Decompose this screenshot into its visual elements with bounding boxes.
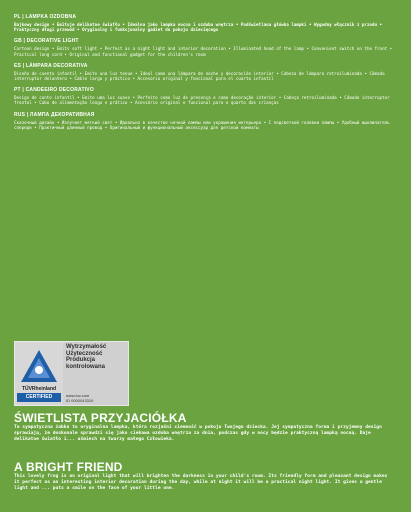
- section-gb: [14, 38, 399, 56]
- section-heading: RUS | ЛАМПА ДЕКОРАТИВНАЯ: [14, 111, 95, 118]
- cert-title-line: Użyteczność: [66, 350, 103, 357]
- section-heading: PT | CANDEEIRO DECORATIVO: [14, 87, 94, 94]
- cert-id: ID 0000043310: [66, 398, 94, 403]
- section-text: Сказочный дизайн • Излучает мягкий свет • Идеально в качестве ночной лампы или украшения интерьера • С подсветкой головки лампы • Удобный выключатель спереди • Практичный длинный провод • Оригинальный и функциональный аксессуар для детской комнаты: [14, 119, 393, 130]
- cert-site: www.tuv.com: [66, 393, 90, 398]
- section-text: Design de conto infantil • Emite uma luz suave • Perfeito como luz de presença e como decoração interior • Cabeça retroiluminada • Cómodo interruptor frontal • Cabo de alimentação longo e prático • Acessório original e funcional para o quarto das crianças: [14, 95, 393, 106]
- section-heading: GB | DECORATIVE LIGHT: [14, 38, 79, 45]
- cert-info-panel: [63, 342, 128, 405]
- section-rus: [14, 112, 399, 130]
- section-heading: ES | LÁMPARA DECORATIVA: [14, 62, 88, 69]
- feature-text-en: This lovely frog is an original light that will brighten the darkness in your child's room. Its friendly form and pleasant design makes it perfect as an interesting interior decoration during the day, while at night it will be a practical night light. It gives a gentle light and ... puts a smile on the face of your little one.: [14, 474, 388, 491]
- feature-title-pl: ŚWIETLISTA PRZYJACIÓŁKA: [14, 411, 187, 425]
- certification-badge: [14, 341, 129, 406]
- section-text: Cartoon design • Emits soft light • Perfect as a night light and interior decoration • Illuminated head of the lamp • Convenient switch on the front • Practical long cord • Original and functional gadget for the children's room: [14, 46, 395, 57]
- cert-meta: [66, 393, 93, 403]
- feature-text-pl: Ta sympatyczna żabka to oryginalna lampka, która rozjaśni ciemność w pokoju Twojego dziecka. Jej sympatyczna forma i przyjemny design sprawiają, że doskonale sprawdzi się jako ciekawa ozdoba wnętrza za dnia, podczas gdy w nocy będzie praktyczną lampką nocną. Daje delikatne światło i... uśmiech na twarzy małego Człowieka.: [14, 425, 382, 442]
- cert-title-line: Produkcja: [66, 357, 96, 363]
- section-text: Bajkowy design • Emituje delikatne światło • Idealna jako lampka nocna i ozdoba wnętrza • Podświetlana główka lampki • Wygodny włącznik z przodu • Praktyczny długi przewód • Oryginalny i funkcjonalny gadżet do pokoju dziecięcego: [14, 22, 385, 33]
- tuv-triangle-icon: [19, 348, 59, 384]
- product-text-area: [14, 14, 399, 136]
- section-pt: [14, 87, 399, 105]
- cert-title-line: Wytrzymałość: [66, 344, 107, 350]
- cert-label: CERTIFIED: [17, 393, 61, 402]
- section-heading: PL | LAMPKA OZDOBNA: [14, 14, 77, 20]
- cert-title-line: kontrolowana: [66, 363, 106, 370]
- cert-brand-name: TÜVRheinland: [21, 386, 57, 392]
- cert-logo-panel: [15, 342, 63, 405]
- section-text: Diseño de cuento infantil • Emite una luz tenue • Ideal como una lámpara de noche y decoración interior • Cabeza de lámpara retroiluminada • Cómodo interruptor delantero • Cable largo y práctico • Accesorio original y funcional para el cuarto infantil: [14, 70, 388, 82]
- section-pl: [14, 14, 399, 32]
- section-es: [14, 63, 399, 81]
- feature-title-en: A BRIGHT FRIEND: [14, 460, 123, 474]
